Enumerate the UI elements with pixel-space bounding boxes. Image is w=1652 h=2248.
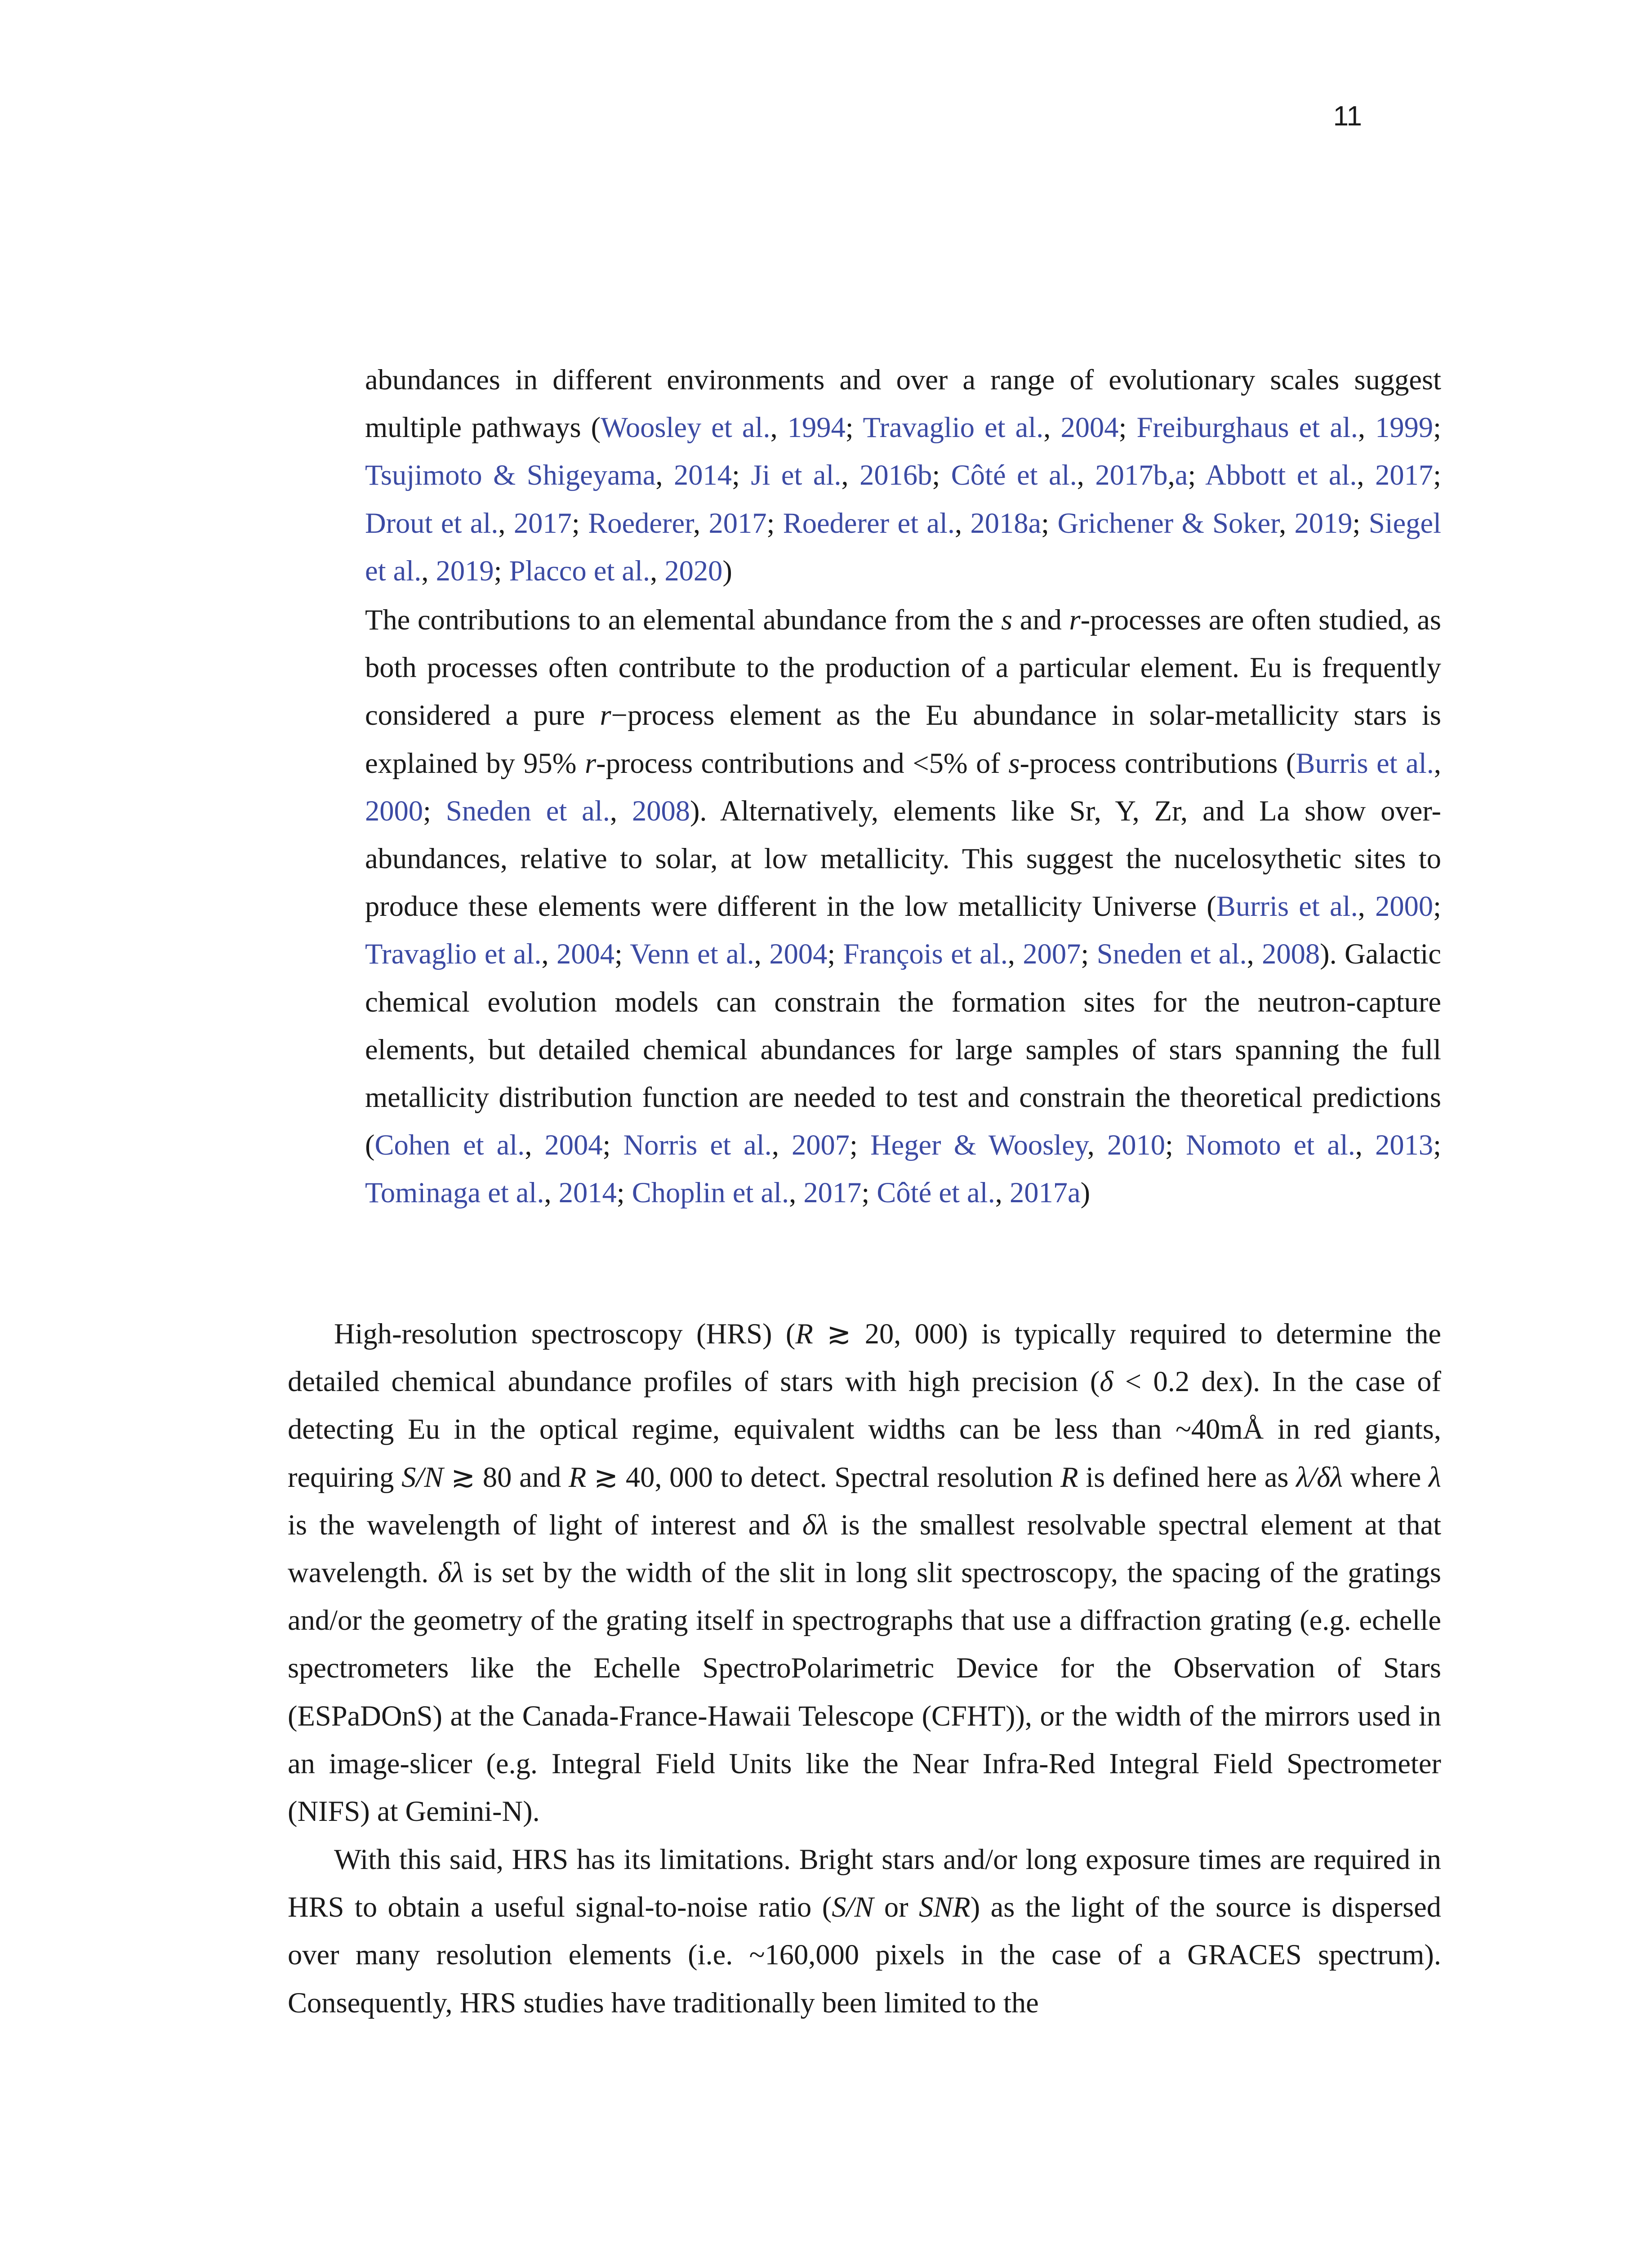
text-run: -process contributions (: [1020, 747, 1296, 779]
paragraph-continuation: [365, 356, 1441, 595]
citation-link[interactable]: 2017: [1375, 459, 1434, 491]
citation-link[interactable]: Cohen et al.: [374, 1129, 525, 1161]
text-run: ;: [614, 938, 630, 970]
math-symbol: λ: [1429, 1461, 1441, 1493]
citation-link[interactable]: Venn et al.: [630, 938, 754, 970]
text-run: ,: [771, 1129, 792, 1161]
text-run: ;: [571, 507, 588, 539]
citation-link[interactable]: 2017a: [1009, 1177, 1081, 1209]
citation-link[interactable]: Woosley et al.: [601, 411, 770, 444]
citation-link[interactable]: Nomoto et al.: [1186, 1129, 1355, 1161]
citation-link[interactable]: 2014: [673, 459, 732, 491]
text-run: ;: [1433, 459, 1442, 491]
text-run: ,: [1279, 507, 1295, 539]
text-run: ,: [1077, 459, 1095, 491]
citation-link[interactable]: 2019: [1294, 507, 1353, 539]
citation-link[interactable]: Roederer: [588, 507, 693, 539]
paragraph-hrs-limitations: [288, 1836, 1441, 2027]
math-symbol: r: [585, 747, 597, 779]
citation-link[interactable]: 2019: [436, 554, 494, 587]
text-run: ,: [693, 507, 709, 539]
text-run: ,: [1043, 411, 1061, 444]
text-run: ;: [1352, 507, 1369, 539]
citation-link[interactable]: 2017: [513, 507, 572, 539]
text-run: ≳ 80 and: [443, 1461, 569, 1493]
citation-link[interactable]: 2016b: [859, 459, 932, 491]
text-run: ,: [770, 411, 788, 444]
text-run: ,: [1247, 938, 1262, 970]
citation-link[interactable]: Placco et al.: [509, 554, 650, 587]
text-run: ,: [655, 459, 674, 491]
text-run: ,: [1357, 459, 1376, 491]
text-run: ;: [1041, 507, 1058, 539]
text-run: ;: [1118, 411, 1137, 444]
math-symbol: R: [568, 1461, 587, 1493]
citation-link[interactable]: Côté et al.: [877, 1177, 995, 1209]
text-run: ;: [932, 459, 951, 491]
text-run: ,: [544, 1177, 559, 1209]
text-run: or: [873, 1891, 919, 1923]
text-run: ;: [494, 554, 509, 587]
text-run: ;: [1433, 890, 1441, 923]
text-run: ;: [1433, 1129, 1442, 1161]
citation-link[interactable]: Drout et al.: [365, 507, 499, 539]
text-run: ,: [421, 554, 436, 587]
citation-link[interactable]: 2000: [1375, 890, 1434, 923]
text-run: ): [722, 554, 732, 587]
math-symbol: δλ: [437, 1557, 464, 1589]
text-run: ;: [827, 938, 843, 970]
citation-link[interactable]: a: [1175, 459, 1188, 491]
text-run: ,: [525, 1129, 545, 1161]
text-run: ,: [610, 794, 632, 827]
text-run: ;: [845, 411, 863, 444]
text-run: ). Galactic chemical evolution models can constrain the formation sites for the neutron-capture elements, but detailed chemical abundances for large samples of stars spanning the full metallicity distribution function are needed to test and constrain the theoretical predictions (: [365, 938, 1442, 1161]
text-run: ,: [541, 938, 557, 970]
citation-link[interactable]: 2008: [1262, 938, 1320, 970]
citation-link[interactable]: Roederer et al.: [783, 507, 955, 539]
text-run: ;: [1165, 1129, 1186, 1161]
citation-link[interactable]: 2007: [1023, 938, 1081, 970]
text-run: ,: [1007, 938, 1023, 970]
citation-link[interactable]: Norris et al.: [623, 1129, 772, 1161]
text-run: ,: [650, 554, 665, 587]
citation-link[interactable]: Abbott et al.: [1205, 459, 1357, 491]
text-run: ,: [754, 938, 770, 970]
citation-link[interactable]: 2017: [708, 507, 767, 539]
paragraph-processes: [365, 596, 1441, 1217]
text-run: ;: [731, 459, 751, 491]
text-run: With this said, HRS has its limitations. Bright stars and/or long exposure times are required in HRS to obtain a useful signal-to-noise ratio (: [288, 1843, 1441, 1923]
math-symbol: δλ: [802, 1508, 828, 1541]
citation-link[interactable]: Côté et al.: [951, 459, 1077, 491]
text-run: and: [1012, 604, 1069, 636]
math-symbol: s: [1001, 604, 1013, 636]
text-run: ;: [850, 1129, 871, 1161]
citation-link[interactable]: Siegel et al.: [365, 507, 1442, 587]
citation-link[interactable]: Tominaga et al.: [365, 1177, 544, 1209]
text-run: ;: [423, 794, 446, 827]
text-run: where: [1343, 1461, 1429, 1493]
text-run: is the wavelength of light of interest and: [288, 1508, 802, 1541]
text-run: ,: [1167, 459, 1175, 491]
text-run: ,: [1434, 747, 1441, 779]
math-symbol: S/N: [401, 1461, 444, 1493]
text-run: ) as the light of the source is dispersed over many resolution elements (i.e. ~160,000 pixels in the case of a GRACES spectrum). Consequently, HRS studies have traditionally been limited to the: [288, 1891, 1441, 2019]
citation-link[interactable]: Tsujimoto & Shigeyama: [365, 459, 656, 491]
text-run: ,: [1358, 411, 1376, 444]
citation-link[interactable]: 2007: [792, 1129, 850, 1161]
citation-link[interactable]: Choplin et al.: [632, 1177, 789, 1209]
citation-link[interactable]: Travaglio et al.: [863, 411, 1044, 444]
text-run: ,: [995, 1177, 1010, 1209]
citation-link[interactable]: 2004: [557, 938, 615, 970]
math-symbol: R: [795, 1318, 813, 1350]
citation-link[interactable]: Burris et al.: [1216, 890, 1358, 923]
citation-link[interactable]: Freiburghaus et al.: [1136, 411, 1358, 444]
text-run: ;: [1081, 938, 1097, 970]
citation-link[interactable]: 2020: [664, 554, 723, 587]
citation-link[interactable]: Sneden et al.: [1096, 938, 1247, 970]
citation-link[interactable]: 2018a: [970, 507, 1042, 539]
citation-link[interactable]: 2013: [1375, 1129, 1434, 1161]
text-run: ,: [841, 459, 860, 491]
citation-link[interactable]: 2004: [769, 938, 828, 970]
citation-link[interactable]: Grichener & Soker: [1057, 507, 1279, 539]
text-run: ≳ 20, 000) is typically required to determine the detailed chemical abundance profiles of stars with high precision (: [288, 1318, 1441, 1398]
citation-link[interactable]: 2010: [1107, 1129, 1166, 1161]
text-run: ;: [861, 1177, 877, 1209]
text-run: -processes are often studied, as both processes often contribute to the production of a particular element. Eu is frequently considered a pure: [365, 604, 1441, 731]
citation-link[interactable]: Travaglio et al.: [365, 938, 542, 970]
citation-link[interactable]: 1994: [787, 411, 846, 444]
text-run: ;: [1188, 459, 1206, 491]
text-run: The contributions to an elemental abundance from the: [365, 604, 1002, 636]
math-symbol: r: [600, 699, 611, 731]
text-run: ,: [498, 507, 514, 539]
citation-link[interactable]: 2014: [558, 1177, 617, 1209]
citation-link[interactable]: 2008: [632, 794, 690, 827]
text-run: < 0.2 dex). In the case of detecting Eu in the optical regime, equivalent widths can be less than ~40mÅ in red giants, requiring: [288, 1365, 1441, 1493]
text-run: −process element as the Eu abundance in solar-metallicity stars is explained by 95%: [365, 699, 1441, 779]
text-run: ,: [1087, 1129, 1108, 1161]
text-run: abundances in different environments and over a range of evolutionary scales suggest multiple pathways (: [365, 364, 1441, 444]
text-run: -process contributions and <5% of: [596, 747, 1009, 779]
citation-link[interactable]: 2004: [544, 1129, 603, 1161]
text-run: ≳ 40, 000 to detect. Spectral resolution: [586, 1461, 1061, 1493]
text-run: ): [1080, 1177, 1091, 1209]
math-symbol: s: [1008, 747, 1020, 779]
citation-link[interactable]: François et al.: [843, 938, 1008, 970]
citation-link[interactable]: Ji et al.: [751, 459, 842, 491]
text-run: is set by the width of the slit in long slit spectroscopy, the spacing of the gratings and/or the geometry of the grating itself in spectrographs that use a diffraction grating (e.g. echelle spectrometers like the Echelle SpectroPolarimetric Device for the Observation of Stars (ESPaDOnS) at the Canada-France-Hawaii Telescope (CFHT)), or the width of the mirrors used in an image-slicer (e.g. Integral Field Units like the Near Infra-Red Integral Field Spectrometer (NIFS) at Gemini-N).: [288, 1557, 1441, 1828]
text-run: ;: [1433, 411, 1442, 444]
text-run: ;: [602, 1129, 623, 1161]
paragraph-hrs: [288, 1310, 1441, 1835]
text-run: is defined here as: [1078, 1461, 1296, 1493]
text-run: is the smallest resolvable spectral element at that wavelength.: [288, 1508, 1441, 1589]
text-run: ,: [1355, 1129, 1376, 1161]
page-number: 11: [1333, 101, 1362, 132]
citation-link[interactable]: 1999: [1375, 411, 1434, 444]
text-run: High-resolution spectroscopy (HRS) (: [334, 1318, 796, 1350]
citation-link[interactable]: 2017b: [1095, 459, 1168, 491]
citation-link[interactable]: 2000: [365, 794, 423, 827]
text-run: ,: [789, 1177, 804, 1209]
math-symbol: δ: [1100, 1365, 1113, 1398]
math-symbol: r: [1069, 604, 1081, 636]
text-run: ;: [616, 1177, 632, 1209]
citation-link[interactable]: Burris et al.: [1296, 747, 1434, 779]
math-symbol: R: [1060, 1461, 1078, 1493]
citation-link[interactable]: 2004: [1060, 411, 1119, 444]
citation-link[interactable]: 2017: [803, 1177, 862, 1209]
citation-link[interactable]: Sneden et al.: [445, 794, 610, 827]
text-run: ,: [955, 507, 971, 539]
text-run: ). Alternatively, elements like Sr, Y, Zr, and La show over-abundances, relative to solar, at low metallicity. This suggest the nucelosythetic sites to produce these elements were different in the low metallicity Universe (: [365, 794, 1442, 923]
math-symbol: S/N: [832, 1891, 874, 1923]
text-run: ;: [766, 507, 783, 539]
text-run: ,: [1358, 890, 1376, 923]
math-symbol: λ/δλ: [1296, 1461, 1343, 1493]
citation-link[interactable]: Heger & Woosley: [870, 1129, 1087, 1161]
math-symbol: SNR: [919, 1891, 971, 1923]
